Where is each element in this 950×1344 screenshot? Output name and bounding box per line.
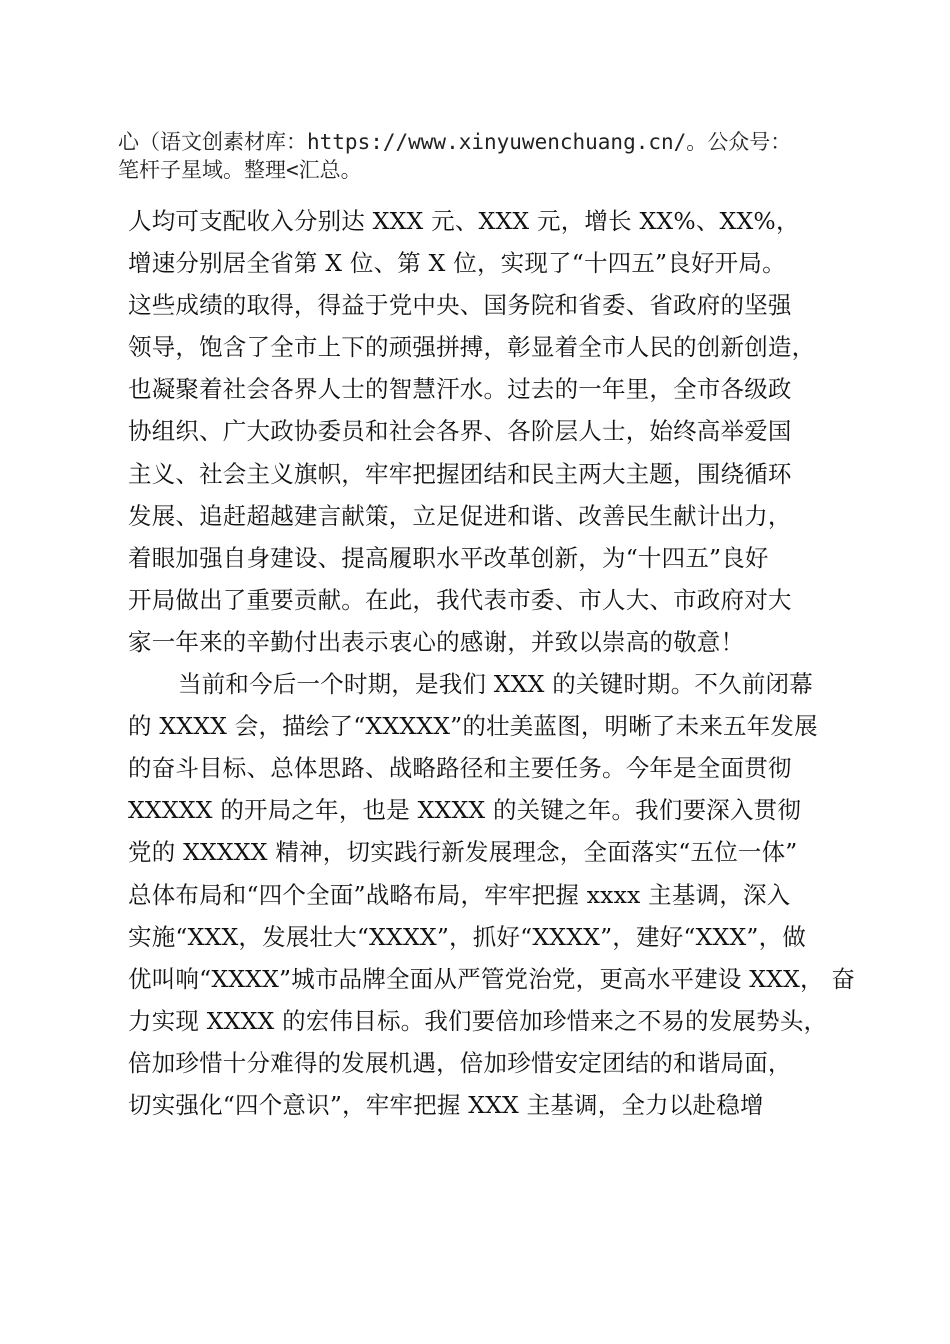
text-line: 实施“XXX，发展壮大“XXXX”，抓好“XXXX”，建好“XXX”，做 (128, 922, 807, 951)
text-line: 增速分别居全省第 X 位、第 X 位，实现了“十四五”良好开局。 (128, 249, 786, 278)
text-line: 的 XXXX 会，描绘了“XXXXX”的壮美蓝图，明晰了未来五年发展 (128, 712, 818, 741)
body-text (128, 200, 858, 1126)
source-note-line: 心（语文创素材库：https://www.xinyuwenchuang.cn/。公众号： (118, 130, 792, 154)
text-line: 协组织、广大政协委员和社会各界、各阶层人士，始终高举爱国 (128, 417, 792, 446)
paragraph-start-line: 当前和今后一个时期，是我们 XXX 的关键时期。不久前闭幕 (178, 670, 813, 699)
text-line: 发展、追赶超越建言献策，立足促进和谐、改善民生献计出力， (128, 501, 792, 530)
text-line: 党的 XXXXX 精神，切实践行新发展理念，全面落实“五位一体” (128, 838, 798, 867)
text-line: 也凝聚着社会各界人士的智慧汗水。过去的一年里，全市各级政 (128, 375, 792, 404)
text-line: 的奋斗目标、总体思路、战略路径和主要任务。今年是全面贯彻 (128, 754, 792, 783)
text-line: 这些成绩的取得，得益于党中央、国务院和省委、省政府的坚强 (128, 291, 792, 320)
text-line: 总体布局和“四个全面”战略布局，牢牢把握 xxxx 主基调，深入 (128, 880, 791, 909)
source-note-line: 笔杆子星域。整理<汇总。 (118, 158, 362, 182)
text-line: 切实强化“四个意识”，牢牢把握 XXX 主基调，全力以赴稳增 (128, 1090, 764, 1119)
text-line: 领导，饱含了全市上下的顽强拼搏，彰显着全市人民的创新创造， (128, 333, 816, 362)
text-line: 开局做出了重要贡献。在此，我代表市委、市人大、市政府对大 (128, 585, 792, 614)
text-line: XXXXX 的开局之年，也是 XXXX 的关键之年。我们要深入贯彻 (128, 796, 802, 825)
text-line: 着眼加强自身建设、提高履职水平改革创新，为“十四五”良好 (128, 543, 769, 572)
text-line: 家一年来的辛勤付出表示衷心的感谢，并致以崇高的敬意！ (128, 627, 745, 656)
text-line: 主义、社会主义旗帜，牢牢把握团结和民主两大主题，围绕循环 (128, 459, 792, 488)
source-note (118, 128, 858, 184)
text-line: 力实现 XXXX 的宏伟目标。我们要倍加珍惜来之不易的发展势头， (128, 1006, 828, 1035)
text-line: 优叫响“XXXX”城市品牌全面从严管党治党，更高水平建设 XXX， 奋 (128, 964, 856, 993)
text-line: 倍加珍惜十分难得的发展机遇，倍加珍惜安定团结的和谐局面， (128, 1048, 792, 1077)
text-line: 人均可支配收入分别达 XXX 元、XXX 元，增长 XX%、XX%， (128, 207, 800, 235)
